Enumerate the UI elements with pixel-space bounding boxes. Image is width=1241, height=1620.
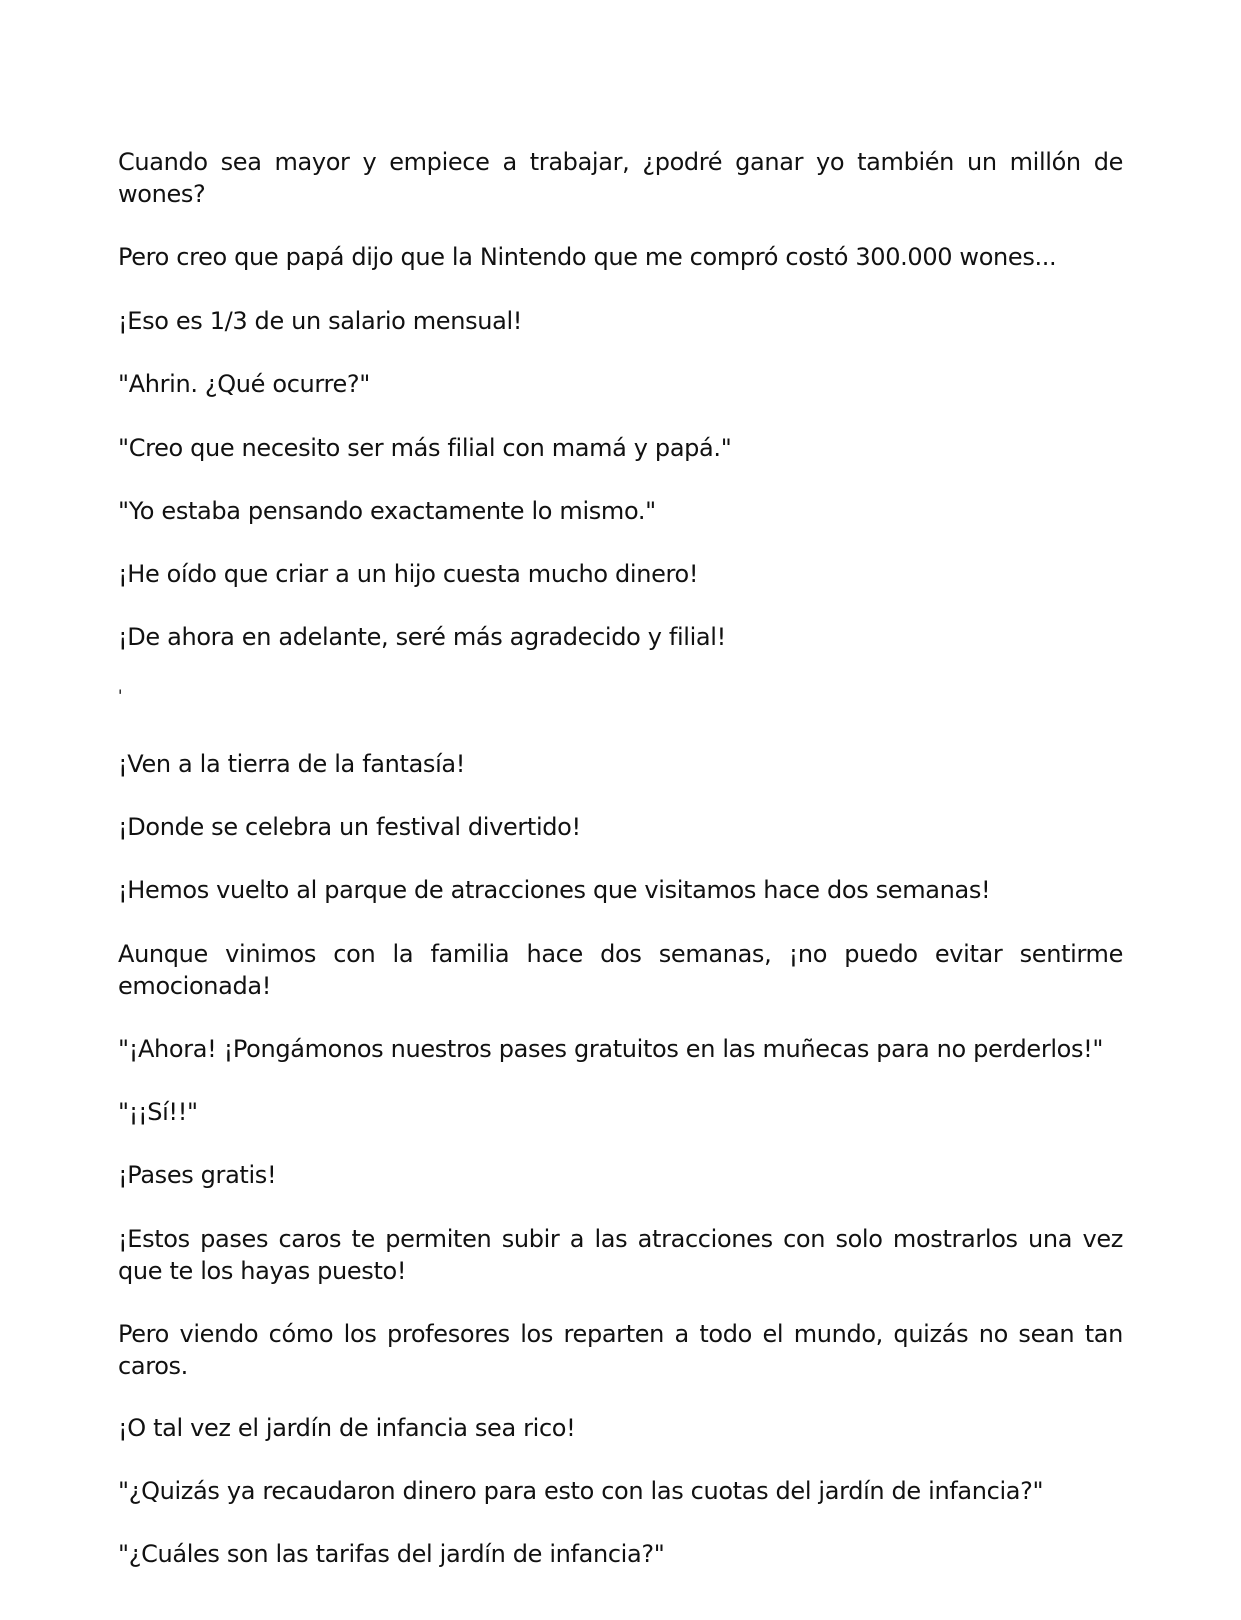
paragraph: ¡Pases gratis!	[118, 1161, 277, 1189]
paragraph: ¡Donde se celebra un festival divertido!	[118, 813, 581, 841]
paragraph: ¡Eso es 1/3 de un salario mensual!	[118, 307, 523, 335]
paragraph: "¡Ahora! ¡Pongámonos nuestros pases gratuitos en las muñecas para no perderlos!"	[118, 1035, 1104, 1063]
paragraph: Cuando sea mayor y empiece a trabajar, ¿podré ganar yo también un millón de wones?	[118, 148, 1123, 208]
paragraph: ¡De ahora en adelante, seré más agradecido y filial!	[118, 623, 726, 651]
stray-mark: '	[118, 686, 123, 705]
paragraph: ¡O tal vez el jardín de infancia sea rico!	[118, 1414, 576, 1442]
paragraph: Pero creo que papá dijo que la Nintendo que me compró costó 300.000 wones...	[118, 243, 1057, 271]
paragraph: "Ahrin. ¿Qué ocurre?"	[118, 370, 370, 398]
paragraph: ¡Ven a la tierra de la fantasía!	[118, 750, 466, 778]
paragraph: Pero viendo cómo los profesores los reparten a todo el mundo, quizás no sean tan caros.	[118, 1320, 1123, 1380]
paragraph: "Creo que necesito ser más filial con mamá y papá."	[118, 434, 732, 462]
paragraph: "Yo estaba pensando exactamente lo mismo."	[118, 497, 656, 525]
paragraph: Aunque vinimos con la familia hace dos semanas, ¡no puedo evitar sentirme emocionada!	[118, 940, 1123, 1000]
paragraph: "¿Quizás ya recaudaron dinero para esto con las cuotas del jardín de infancia?"	[118, 1477, 1044, 1505]
paragraph: ¡Hemos vuelto al parque de atracciones que visitamos hace dos semanas!	[118, 876, 991, 904]
paragraph: ¡Estos pases caros te permiten subir a las atracciones con solo mostrarlos una vez que te los hayas puesto!	[118, 1225, 1123, 1285]
paragraph: "¿Cuáles son las tarifas del jardín de infancia?"	[118, 1540, 665, 1568]
paragraph: "¡¡Sí!!"	[118, 1098, 198, 1126]
paragraph: ¡He oído que criar a un hijo cuesta mucho dinero!	[118, 560, 699, 588]
